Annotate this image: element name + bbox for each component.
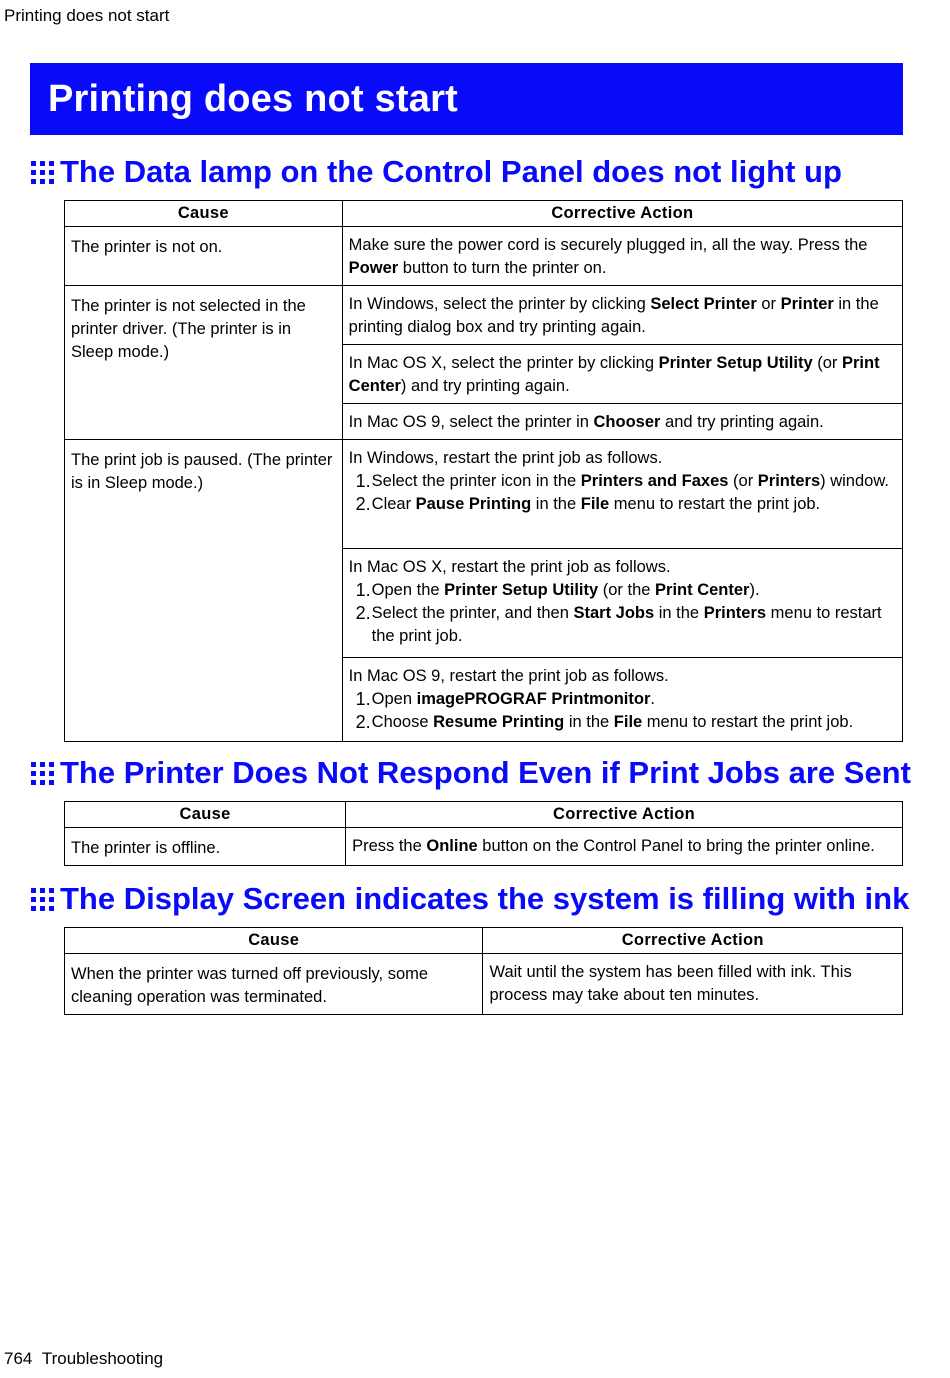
cause-cell: The print job is paused. (The printer is in Sleep mode.) [65, 440, 343, 742]
grid-bullet-icon [30, 887, 55, 912]
table-row [65, 440, 903, 549]
table-header-row [65, 928, 903, 954]
chapter-name: Troubleshooting [41, 1349, 164, 1368]
cause-cell: The printer is offline. [65, 828, 346, 866]
column-header-action: Corrective Action [346, 802, 903, 828]
grid-bullet-icon [30, 160, 55, 185]
grid-bullet-icon [30, 761, 55, 786]
action-cell [342, 440, 902, 549]
column-header-action: Corrective Action [483, 928, 903, 954]
numbered-step: 1. Select the printer icon in the Printers and Faxes (or Printers) window. [355, 471, 889, 491]
page-title-banner [30, 63, 903, 135]
table-no-response [64, 801, 903, 866]
table-header-row [65, 802, 903, 828]
page-number: 764 [4, 1349, 33, 1368]
table-filling-ink [64, 927, 903, 1015]
action-cell [342, 658, 902, 742]
table-row [65, 286, 903, 345]
table-row [65, 227, 903, 286]
numbered-step: 1. Open the Printer Setup Utility (or the Print Center). [355, 580, 760, 600]
column-header-cause: Cause [65, 201, 343, 227]
table-data-lamp [64, 200, 903, 742]
action-cell: In Windows, select the printer by clicking Select Printer or Printer in the printing dialog box and try printing again. [342, 286, 902, 345]
table-row [65, 954, 903, 1015]
action-intro: In Mac OS 9, restart the print job as follows. [348, 667, 669, 685]
section-title-text: The Data lamp on the Control Panel does not light up [60, 154, 842, 189]
action-cell [342, 549, 902, 658]
running-header: Printing does not start [4, 6, 170, 25]
table-row [65, 828, 903, 866]
action-intro: In Mac OS X, restart the print job as follows. [348, 558, 671, 576]
section-title-text: The Display Screen indicates the system is filling with ink [60, 881, 910, 916]
action-cell: In Mac OS X, select the printer by clicking Printer Setup Utility (or Print Center) and try printing again. [342, 345, 902, 404]
action-cell: Wait until the system has been filled with ink. This process may take about ten minutes. [483, 954, 903, 1015]
action-cell: In Mac OS 9, select the printer in Chooser and try printing again. [342, 404, 902, 440]
cause-cell: The printer is not selected in the printer driver. (The printer is in Sleep mode.) [65, 286, 343, 440]
numbered-step: 2. Select the printer, and then Start Jobs in the Printers menu to restart the print job. [355, 603, 882, 645]
page-footer [4, 1349, 163, 1369]
numbered-step: 2. Clear Pause Printing in the File menu to restart the print job. [355, 494, 821, 514]
action-intro: In Windows, restart the print job as follows. [348, 449, 663, 467]
page-title: Printing does not start [48, 77, 458, 120]
numbered-step: 2. Choose Resume Printing in the File menu to restart the print job. [355, 712, 854, 732]
table-header-row [65, 201, 903, 227]
action-cell: Make sure the power cord is securely plugged in, all the way. Press the Power button to turn the printer on. [342, 227, 902, 286]
section-title-no-response [30, 755, 911, 791]
cause-cell: The printer is not on. [65, 227, 343, 286]
section-title-data-lamp [30, 154, 842, 190]
cause-cell: When the printer was turned off previously, some cleaning operation was terminated. [65, 954, 483, 1015]
numbered-step: 1. Open imagePROGRAF Printmonitor. [355, 689, 655, 709]
section-title-text: The Printer Does Not Respond Even if Print Jobs are Sent [60, 755, 911, 790]
column-header-action: Corrective Action [342, 201, 902, 227]
section-title-filling-ink [30, 881, 909, 917]
action-cell: Press the Online button on the Control Panel to bring the printer online. [346, 828, 903, 866]
column-header-cause: Cause [65, 928, 483, 954]
column-header-cause: Cause [65, 802, 346, 828]
